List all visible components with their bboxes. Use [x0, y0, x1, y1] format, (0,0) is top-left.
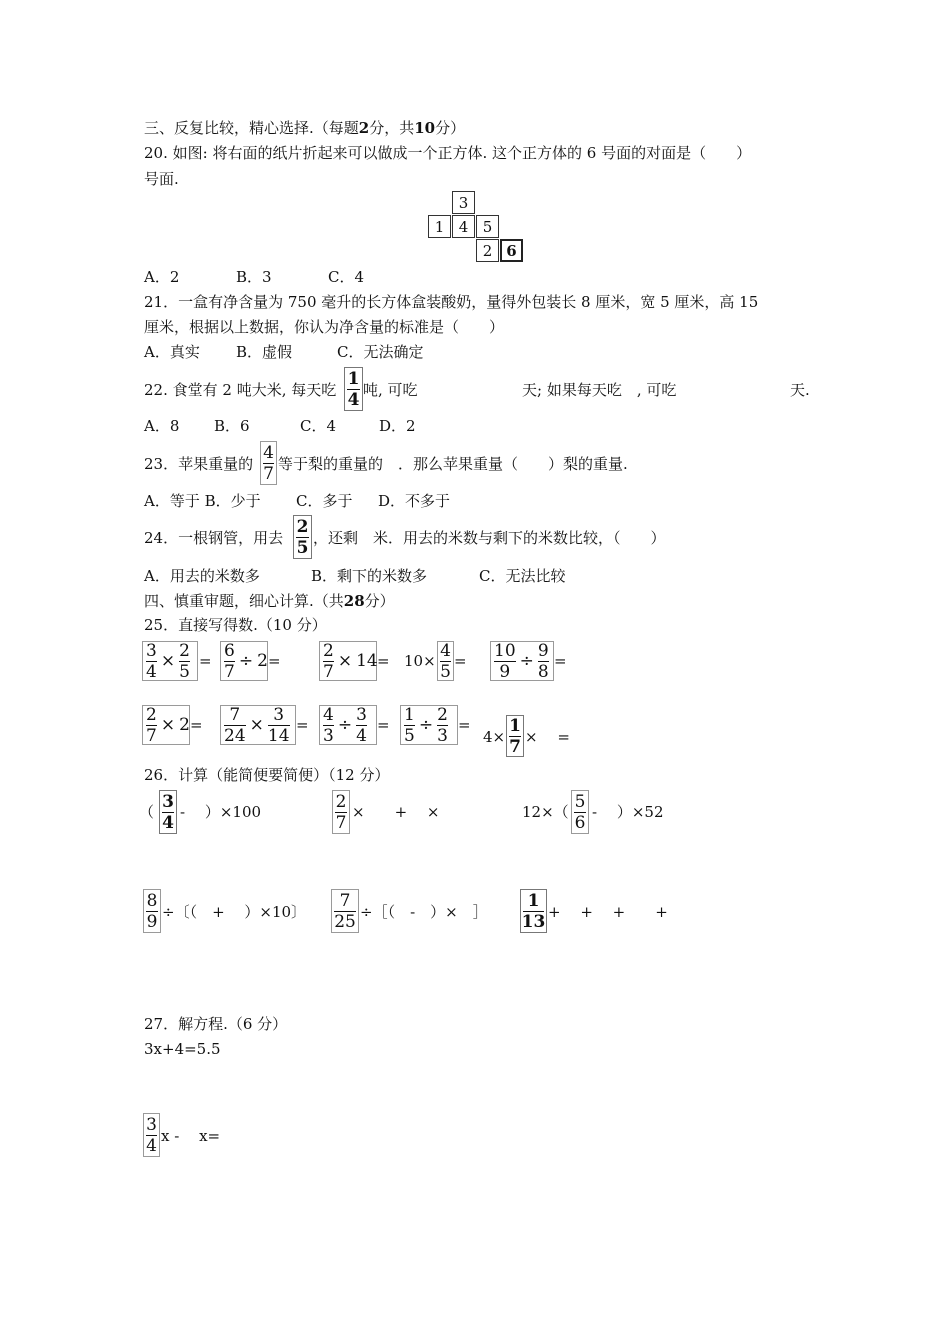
equals-sign: =: [454, 652, 467, 670]
operator: ÷: [337, 715, 353, 735]
operator: ÷: [519, 651, 534, 671]
numerator: 2: [296, 516, 309, 537]
q21-option-b: B．虚假: [236, 343, 293, 361]
equals-sign: =: [377, 716, 390, 734]
expression-prefix: 10×: [404, 652, 436, 670]
net-cell: 3: [452, 191, 475, 214]
numerator: 1: [404, 704, 415, 725]
numerator: 7: [229, 704, 241, 725]
fraction: [179, 642, 190, 681]
numerator: 7: [339, 890, 351, 911]
q20-option-b: B．3: [236, 268, 272, 286]
denominator: 9: [499, 661, 511, 682]
numerator: 1: [527, 890, 540, 911]
numerator: 2: [146, 704, 157, 725]
q23-option-d: D．不多于: [378, 492, 451, 510]
fraction: [323, 706, 334, 745]
number: 2: [179, 715, 190, 735]
numerator: 6: [224, 640, 235, 661]
section-title-text: 分，共: [369, 119, 415, 137]
q22-text-d: 天.: [790, 381, 810, 399]
denominator: 7: [335, 812, 347, 833]
net-cell: 1: [428, 215, 451, 238]
equals-sign: =: [190, 716, 203, 734]
numerator: 3: [146, 640, 157, 661]
expression-box: [490, 641, 554, 681]
operator: ÷: [418, 715, 434, 735]
section-4-title: [144, 591, 395, 611]
expression-tail: + + + +: [548, 903, 668, 921]
q24-option-c: C．无法比较: [479, 567, 566, 585]
expression-box: [142, 641, 198, 681]
denominator: 13: [521, 911, 546, 932]
equals-sign: =: [268, 652, 281, 670]
fraction: [404, 706, 415, 745]
q24-text-b: ，还剩 米．用去的米数与剩下的米数比较，（ ）: [313, 529, 666, 547]
fraction: [268, 706, 290, 745]
denominator: 7: [146, 725, 157, 746]
fraction: [437, 706, 448, 745]
fraction: [224, 706, 246, 745]
operator: ×: [249, 715, 264, 735]
net-cell: 5: [476, 215, 499, 238]
fraction: [224, 642, 235, 681]
denominator: 7: [323, 661, 334, 682]
denominator: 7: [509, 736, 521, 757]
fraction-box: [344, 367, 363, 411]
section-title-text: 三、反复比较，精心选择.（每题: [144, 119, 359, 137]
q25-title: 25．直接写得数.（10 分）: [144, 616, 327, 634]
equals-sign: =: [199, 652, 212, 670]
expression-box: [319, 641, 377, 681]
fraction-box: [260, 441, 277, 485]
expression-box: [220, 705, 296, 745]
denominator: 5: [404, 725, 415, 746]
section-points: 2: [358, 119, 370, 137]
numerator: 5: [574, 791, 586, 812]
expression-box: [142, 705, 190, 745]
q21-option-c: C．无法确定: [337, 343, 424, 361]
q21-line-1: 21．一盒有净含量为 750 毫升的长方体盒装酸奶，量得外包装长 8 厘米，宽 5 厘米，高 15: [144, 293, 759, 311]
expression-box: [319, 705, 377, 745]
expression-tail: ÷［（ - ）× ］: [360, 903, 488, 921]
denominator: 8: [537, 661, 549, 682]
numerator: 2: [437, 704, 448, 725]
denominator: 14: [267, 725, 290, 746]
fraction: [494, 642, 516, 681]
q22-text-b: 吨, 可吃: [363, 381, 418, 399]
q24-text-a: 24．一根钢管，用去: [144, 529, 284, 547]
equals-sign: =: [377, 652, 390, 670]
q24-option-b: B．剩下的米数多: [311, 567, 428, 585]
numerator: 4: [323, 704, 334, 725]
fraction-box: [293, 515, 312, 559]
q24-option-a: A．用去的米数多: [144, 567, 260, 585]
expression-tail: × =: [525, 728, 570, 746]
section-total-points: 10: [414, 119, 436, 137]
expression-prefix: 12×（: [522, 803, 569, 821]
section-title-text: 四、慎重审题，细心计算.（共: [144, 592, 344, 610]
operator: ÷: [238, 651, 254, 671]
net-cell: 2: [476, 239, 499, 262]
numerator: 2: [323, 640, 334, 661]
numerator: 3: [356, 704, 367, 725]
denominator: 4: [162, 812, 174, 833]
expression-prefix: 4×: [483, 728, 506, 746]
q21-option-a: A．真实: [144, 343, 200, 361]
denominator: 24: [224, 725, 246, 746]
numerator: 2: [335, 791, 347, 812]
q23-text-a: 23．苹果重量的: [144, 455, 254, 473]
denominator: 3: [437, 725, 448, 746]
numerator: 9: [537, 640, 549, 661]
denominator: 25: [334, 911, 356, 932]
q27-title: 27．解方程.（6 分）: [144, 1015, 288, 1033]
expression-box: [220, 641, 268, 681]
fraction-box: [159, 790, 177, 834]
q26-title: 26．计算（能简便要简便）（12 分）: [144, 766, 390, 784]
operator: ×: [337, 651, 353, 671]
q22-option-c: C．4: [300, 417, 337, 435]
denominator: 5: [179, 661, 190, 682]
denominator: 3: [323, 725, 334, 746]
numerator: 3: [162, 791, 174, 812]
denominator: 4: [347, 389, 360, 410]
denominator: 4: [356, 725, 367, 746]
denominator: 6: [574, 812, 586, 833]
q20-line-1: 20. 如图: 将右面的纸片折起来可以做成一个正方体. 这个正方体的 6 号面的对面是（ ）: [144, 144, 752, 162]
equals-sign: =: [458, 716, 471, 734]
denominator: 7: [224, 661, 235, 682]
q22-text-c: 天; 如果每天吃 , 可吃: [522, 381, 677, 399]
section-3-title: [144, 118, 465, 138]
fraction-box: [437, 641, 454, 681]
equation-1: 3x+4=5.5: [144, 1040, 221, 1058]
expression-prefix: （: [139, 803, 155, 821]
numerator: 2: [179, 640, 190, 661]
fraction-box: [571, 790, 589, 834]
operator: ×: [160, 651, 176, 671]
section-title-text: 分）: [435, 119, 466, 137]
numerator: 1: [347, 368, 360, 389]
number: 2: [257, 651, 268, 671]
q23-option-a: A．等于 B．少于: [144, 492, 261, 510]
expression-tail: × + ×: [352, 803, 440, 821]
numerator: 8: [146, 890, 158, 911]
denominator: 7: [263, 463, 274, 484]
q22-option-b: B．6: [214, 417, 250, 435]
operator: ×: [160, 715, 176, 735]
q23-text-b: 等于梨的重量的 ．那么苹果重量（ ）梨的重量.: [278, 455, 628, 473]
expression-tail: - ）×52: [592, 803, 664, 821]
numerator: 4: [440, 640, 451, 661]
denominator: 4: [146, 1135, 157, 1156]
q23-option-c: C．多于: [296, 492, 353, 510]
denominator: 5: [440, 661, 451, 682]
equation-2-tail: x - x=: [161, 1127, 221, 1145]
expression-box: [400, 705, 458, 745]
denominator: 4: [146, 661, 157, 682]
fraction-box: [143, 889, 161, 933]
fraction-box: [332, 790, 350, 834]
numerator: 10: [494, 640, 516, 661]
denominator: 9: [146, 911, 158, 932]
fraction: [538, 642, 549, 681]
q20-option-a: A．2: [144, 268, 180, 286]
fraction: [356, 706, 367, 745]
net-cell: 4: [452, 215, 475, 238]
numerator: 1: [509, 715, 521, 736]
equals-sign: =: [296, 716, 309, 734]
fraction-box: [506, 715, 524, 757]
q20-option-c: C．4: [328, 268, 365, 286]
q22-option-d: D．2: [379, 417, 416, 435]
numerator: 3: [273, 704, 285, 725]
numerator: 4: [263, 442, 274, 463]
numerator: 3: [146, 1114, 157, 1135]
cube-net-figure: [427, 190, 525, 264]
expression-tail: ÷〔（ + ）×10〕: [162, 903, 307, 921]
section-total-points: 28: [343, 592, 365, 610]
number: 14: [356, 651, 378, 671]
expression-tail: - ）×100: [180, 803, 262, 821]
fraction: [146, 706, 157, 745]
net-cell: 6: [500, 239, 523, 262]
equals-sign: =: [554, 652, 567, 670]
fraction: [323, 642, 334, 681]
q21-line-2: 厘米，根据以上数据，你认为净含量的标准是（ ）: [144, 318, 505, 336]
fraction-box: [331, 889, 359, 933]
q22-text-a: 22. 食堂有 2 吨大米, 每天吃: [144, 381, 337, 399]
q22-option-a: A．8: [144, 417, 180, 435]
fraction-box: [520, 889, 547, 933]
section-title-text: 分）: [364, 592, 395, 610]
fraction: [146, 642, 157, 681]
denominator: 5: [296, 537, 309, 558]
fraction-box: [143, 1113, 160, 1157]
q20-line-2: 号面.: [144, 170, 179, 188]
